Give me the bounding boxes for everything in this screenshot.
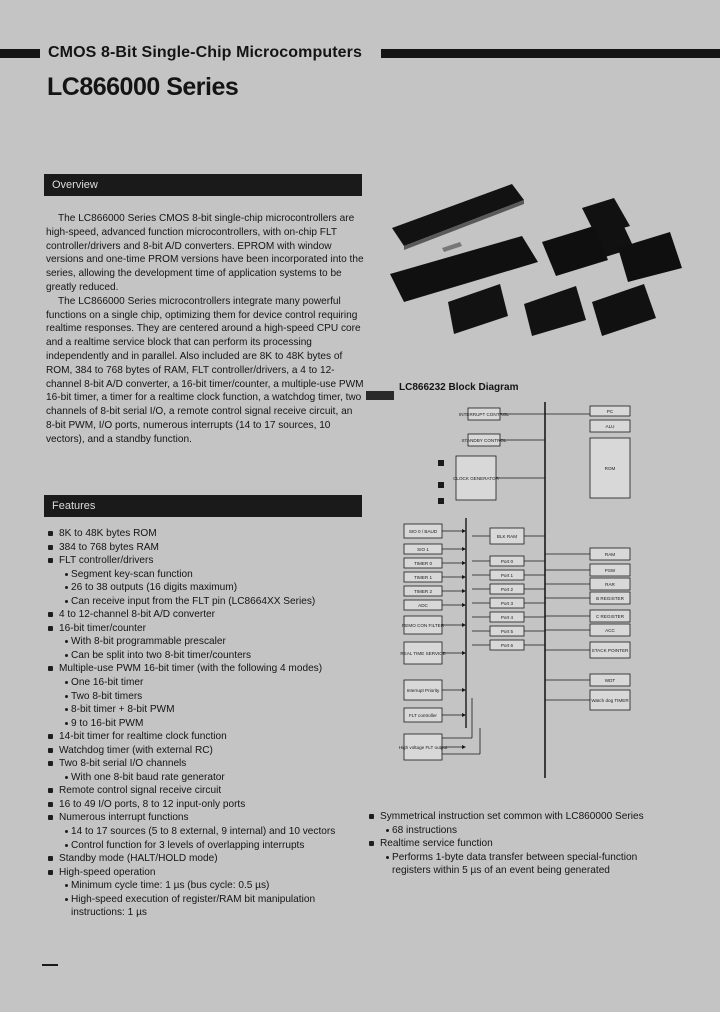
feature-item: 68 instructions [367, 824, 667, 838]
block-diagram-title-text: LC866232 Block Diagram [399, 382, 519, 393]
right-block-1-label: RAM [604, 552, 616, 557]
standby-control-block-label: STANDBY CONTROL [461, 438, 507, 443]
center-block-1-label: Port 0 [500, 559, 514, 564]
rom-block-label: ROM [604, 466, 616, 471]
feature-item: High-speed execution of register/RAM bit manipulation [46, 893, 364, 907]
header-rule-left [0, 49, 40, 58]
header-rule-right [381, 49, 720, 58]
overview-text [46, 212, 364, 447]
right-block-3-label: RAR [605, 582, 615, 587]
right-block-8-label: WDT [604, 678, 616, 683]
overview-paragraph-1: The LC866000 Series CMOS 8-bit single-chip microcontrollers are high-speed, advanced function microcontrollers, with on-chip FLT controller/drivers and 8-bit A/D converters. EPROM with window versions and one-time PROM versions have been incorporated into the series, allowing the development time of application systems to be greatly reduced. [46, 213, 364, 293]
feature-item: Multiple-use PWM 16-bit timer (with the following 4 modes) [46, 662, 364, 676]
left-block-3-label: TIMER 1 [413, 575, 433, 580]
feature-item: Can be split into two 8-bit timer/counters [46, 649, 364, 663]
feature-item: Two 8-bit timers [46, 690, 364, 704]
feature-item: Two 8-bit serial I/O channels [46, 757, 364, 771]
left-block-6-label: REMO CON FILTER [401, 623, 445, 628]
overview-paragraph-2: The LC866000 Series microcontrollers integrate many powerful functions on a single chip, optimizing them for device control requiring realtime responses. They are centered around a high-speed CPU core and a realtime service block that can perform its processing independently and in parallel. Also included are 8K to 48K bytes of ROM, 384 to 768 bytes of RAM, FLT controller/drivers, a 4 to 12-channel 8-bit A/D converter, a 16-bit timer/counter, a multiple-use PWM 16-bit timer, a timer for a realtime clock function, a watchdog timer, two channels of 8-bit serial I/O, a remote control signal receive circuit, an 8-bit PWM, I/O ports, numerous interrupts (14 to 17 sources, 10 vectors), and a standby function. [46, 295, 364, 445]
feature-item: Symmetrical instruction set common with LC860000 Series [367, 810, 667, 824]
feature-item: FLT controller/drivers [46, 554, 364, 568]
feature-item: Can receive input from the FLT pin (LC8664XX Series) [46, 595, 364, 609]
left-block-2-label: TIMER 0 [413, 561, 433, 566]
feature-item: 4 to 12-channel 8-bit A/D converter [46, 608, 364, 622]
center-block-6-label: Port 5 [500, 629, 514, 634]
feature-item: With 8-bit programmable prescaler [46, 635, 364, 649]
center-block-4-label: Port 3 [500, 601, 514, 606]
feature-item: Watchdog timer (with external RC) [46, 744, 364, 758]
pc-block-label: PC [606, 409, 614, 414]
feature-item: Minimum cycle time: 1 µs (bus cycle: 0.5 µs) [46, 879, 364, 893]
left-block-10-label: High voltage FLT output [398, 745, 448, 750]
center-block-2-label: Port 1 [500, 573, 514, 578]
right-block-9-label: Watch dog TIMER [591, 698, 629, 703]
center-block-5-label: Port 4 [500, 615, 514, 620]
feature-item: Standby mode (HALT/HOLD mode) [46, 852, 364, 866]
feature-item: 14-bit timer for realtime clock function [46, 730, 364, 744]
features-heading: Features [44, 495, 362, 517]
left-block-1-label: SIO 1 [417, 547, 429, 552]
clock-osc-2 [438, 482, 444, 488]
center-block-3-label: Port 2 [500, 587, 514, 592]
category-title: CMOS 8-Bit Single-Chip Microcomputers [48, 44, 362, 61]
overview-heading: Overview [44, 174, 362, 196]
clock-osc-1 [438, 460, 444, 466]
feature-item: 384 to 768 bytes RAM [46, 541, 364, 555]
series-title: LC866000 Series [47, 73, 239, 101]
features-list-left [46, 527, 364, 920]
feature-item: Performs 1-byte data transfer between special-function registers within 5 µs of an event being generated [367, 851, 667, 878]
interrupt-control-block-label: INTERRUPT CONTROL [459, 412, 509, 417]
right-block-6-label: ACC [605, 628, 615, 633]
left-block-0-label: SIO 0 / BAUD [408, 529, 438, 534]
feature-item: One 16-bit timer [46, 676, 364, 690]
right-block-2-label: PSW [604, 568, 616, 573]
chip-package-photo [382, 176, 684, 358]
left-block-4-label: TIMER 2 [413, 589, 433, 594]
clock-osc-3 [438, 498, 444, 504]
feature-item: 16 to 49 I/O ports, 8 to 12 input-only ports [46, 798, 364, 812]
feature-item: 8-bit timer + 8-bit PWM [46, 703, 364, 717]
right-block-7-label: STACK POINTER [591, 648, 629, 653]
alu-block-label: ALU [605, 424, 615, 429]
feature-item: 14 to 17 sources (5 to 8 external, 9 internal) and 10 vectors [46, 825, 364, 839]
footer-mark [42, 964, 58, 966]
feature-item: Realtime service function [367, 837, 667, 851]
center-block-7-label: Port 6 [500, 643, 514, 648]
right-block-5-label: C REGISTER [595, 614, 625, 619]
features-list-right [367, 810, 667, 878]
left-block-7-label: REAL TIME SERVICE [400, 651, 446, 656]
feature-item: Segment key-scan function [46, 568, 364, 582]
feature-item: instructions: 1 µs [71, 907, 147, 919]
feature-item: With one 8-bit baud rate generator [46, 771, 364, 785]
feature-item: 16-bit timer/counter [46, 622, 364, 636]
feature-item: High-speed operation [46, 866, 364, 880]
feature-item: 26 to 38 outputs (16 digits maximum) [46, 581, 364, 595]
feature-item: Numerous interrupt functions [46, 811, 364, 825]
feature-item: 8K to 48K bytes ROM [46, 527, 364, 541]
right-block-4-label: B REGISTER [596, 596, 624, 601]
block-diagram [380, 398, 680, 778]
left-block-5-label: ADC [418, 603, 428, 608]
feature-item: 9 to 16-bit PWM [46, 717, 364, 731]
center-block-0-label: BLK RAM [496, 534, 518, 539]
feature-item: Control function for 3 levels of overlapping interrupts [46, 839, 364, 853]
left-arrow-10 [462, 745, 466, 749]
clock-generator-block-label: CLOCK GENERATOR [453, 476, 499, 481]
feature-item: Remote control signal receive circuit [46, 784, 364, 798]
left-block-8-label: Interrupt Priority [406, 688, 440, 693]
left-block-9-label: FLT controller [409, 713, 437, 718]
